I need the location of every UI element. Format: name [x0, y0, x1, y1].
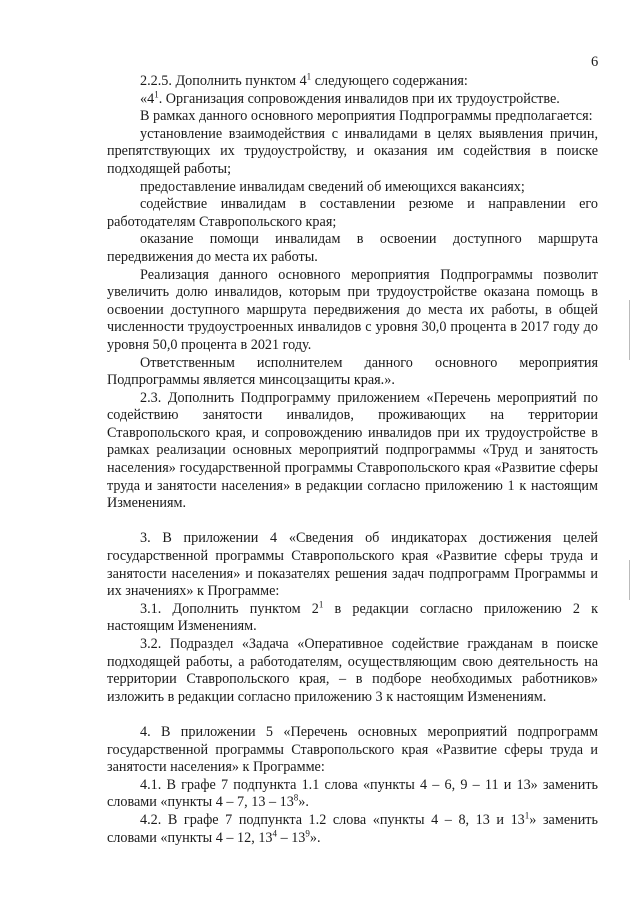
- paragraph-text: Реализация данного основного мероприятия Подпрограммы позволит увеличить долю инвалидов, которым при трудоустройстве оказана помощь в освоении доступного маршрута передвижения до места их работы, в общей численности трудоустроенных инвалидов с уровня 30,0 процента в 2017 году до уровня 50,0 процента в 2021 году.: [107, 266, 598, 353]
- superscript: 1: [306, 71, 312, 82]
- superscript: 4: [272, 827, 278, 838]
- paragraph-text: ».: [309, 829, 321, 846]
- paragraph: [107, 601, 598, 636]
- margin-mark: [629, 560, 630, 600]
- paragraph-text: » заменить словами «пункты 4 – 12, 13: [107, 811, 598, 846]
- paragraph: [107, 88, 598, 109]
- page-number: 6: [591, 54, 599, 70]
- paragraph: [107, 179, 598, 197]
- paragraph: [107, 636, 598, 706]
- paragraph-text: в редакции согласно приложению 2 к настоящим Изменениям.: [107, 600, 598, 635]
- paragraph-text: В рамках данного основного мероприятия Подпрограммы предполагается:: [140, 108, 593, 125]
- superscript: 9: [305, 827, 310, 838]
- paragraph: [107, 108, 598, 126]
- paragraph: [107, 231, 598, 266]
- paragraph-text: оказание помощи инвалидам в освоении доступного маршрута передвижения до места их работы.: [107, 231, 598, 265]
- superscript: 8: [293, 792, 299, 803]
- paragraph-text: 4.2. В графе 7 подпункта 1.2 слова «пункты 4 – 8, 13 и 13: [140, 811, 525, 828]
- paragraph-text: содействие инвалидам в составлении резюме и направлении его работодателям Ставропольского края;: [107, 196, 598, 230]
- paragraph-text: ».: [298, 794, 309, 811]
- paragraph-text: установление взаимодействия с инвалидами в целях выявления причин, препятствующих их трудоустройству, и оказания им содействия в поиске подходящей работы;: [107, 125, 598, 177]
- paragraph-text: 3.2. Подраздел «Задача «Оперативное содействие гражданам в поиске подходящей работы, а работодателям, осуществляющим свою деятельность на территории Ставропольского края, – в подборе необходимых работников» изложить в редакции согласно приложению 3 к настоящим Изменениям.: [107, 636, 598, 705]
- superscript: 1: [524, 810, 530, 821]
- paragraph: [107, 355, 598, 390]
- superscript: 1: [318, 599, 324, 610]
- paragraph-text: 4.1. В графе 7 подпункта 1.1 слова «пункты 4 – 6, 9 – 11 и 13» заменить словами «пункты 4 – 7, 13 – 13: [107, 776, 598, 811]
- superscript: 1: [154, 88, 159, 99]
- document-body: [107, 73, 598, 847]
- paragraph: [107, 390, 598, 513]
- paragraph-text: . Организация сопровождения инвалидов при их трудоустройстве.: [158, 90, 560, 107]
- paragraph: [107, 724, 598, 777]
- paragraph: [107, 73, 598, 91]
- paragraph-text: 4. В приложении 5 «Перечень основных мероприятий подпрограмм государственной программы Ставропольского края «Развитие сферы труда и занятости населения» к Программе:: [107, 723, 598, 776]
- paragraph-text: 2.2.5. Дополнить пунктом 4: [140, 73, 307, 89]
- paragraph: [107, 812, 598, 847]
- paragraph-text: 3.1. Дополнить пунктом 2: [140, 600, 319, 617]
- paragraph-text: Ответственным исполнителем данного основного мероприятия Подпрограммы является минсоцзащиты края.».: [107, 354, 598, 389]
- paragraph: [107, 196, 598, 231]
- paragraph-text: 2.3. Дополнить Подпрограмму приложением «Перечень мероприятий по содействию занятости инвалидов, проживающих на территории Ставропольского края, и сопровождению инвалидов при их трудоустройстве в рамках реализации основных мероприятий подпрограммы «Труд и занятость населения» государственной программы Ставропольского края «Развитие сферы труда и занятости населения» в редакции согласно приложению 1 к настоящим Изменениям.: [107, 389, 598, 512]
- paragraph-text: следующего содержания:: [311, 73, 468, 89]
- paragraph: [107, 777, 598, 812]
- paragraph: [107, 530, 598, 600]
- paragraph: [107, 126, 598, 179]
- paragraph-text: 3. В приложении 4 «Сведения об индикаторах достижения целей государственной программы Ставропольского края «Развитие сферы труда и занятости населения» и показателях решения задач подпрограмм Программы и их значениях» к Программе:: [107, 530, 598, 600]
- paragraph: [107, 267, 598, 355]
- paragraph-text: «4: [140, 90, 155, 107]
- paragraph-text: предоставление инвалидам сведений об имеющихся вакансиях;: [140, 178, 525, 195]
- margin-mark: [629, 300, 630, 360]
- paragraph-text: – 13: [277, 829, 306, 846]
